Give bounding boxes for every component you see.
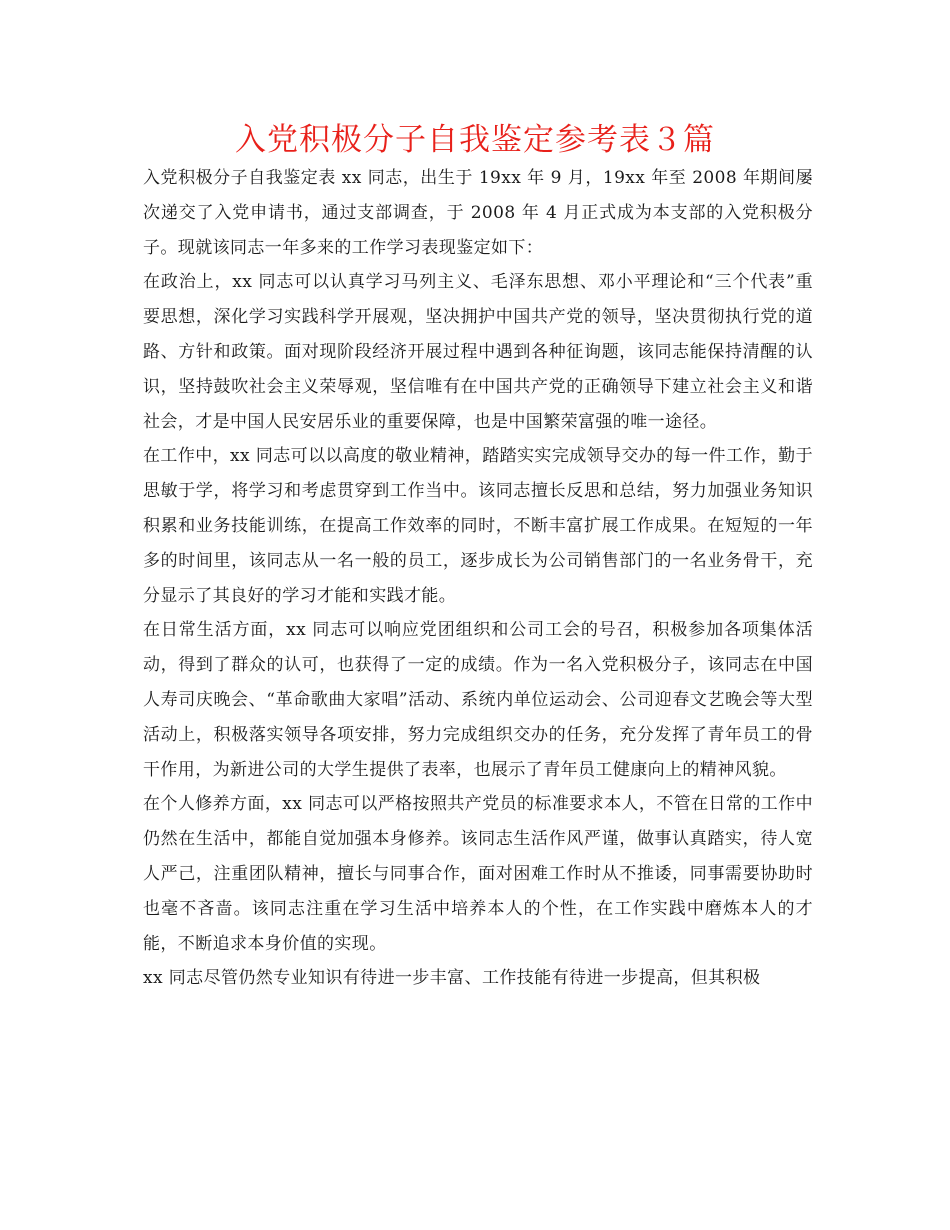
paragraph-conclusion: xx 同志尽管仍然专业知识有待进一步丰富、工作技能有待进一步提高，但其积极 xyxy=(143,968,761,989)
paragraph-work: 在工作中，xx 同志可以以高度的敬业精神，踏踏实实完成领导交办的每一件工作，勤于思敏于学，将学习和考虑贯穿到工作当中。该同志擅长反思和总结，努力加强业务知识积累和业务技能训练，在提高工作效率的同时，不断丰富扩展工作成果。在短短的一年多的时间里，该同志从一名一般的员工，逐步成长为公司销售部门的一名业务骨干，充分显示了其良好的学习才能和实践才能。 xyxy=(143,446,813,606)
document-body xyxy=(143,161,813,996)
paragraph-intro: 入党积极分子自我鉴定表 xx 同志，出生于 19xx 年 9 月，19xx 年至 2008 年期间屡次递交了入党申请书，通过支部调查，于 2008 年 4 月正式成为本支部的入党积极分子。现就该同志一年多来的工作学习表现鉴定如下： xyxy=(143,168,813,258)
paragraph-daily-life: 在日常生活方面，xx 同志可以响应党团组织和公司工会的号召，积极参加各项集体活动，得到了群众的认可，也获得了一定的成绩。作为一名入党积极分子，该同志在中国人寿司庆晚会、“革命歌曲大家唱”活动、系统内单位运动会、公司迎春文艺晚会等大型活动上，积极落实领导各项安排，努力完成组织交办的任务，充分发挥了青年员工的骨干作用，为新进公司的大学生提供了表率，也展示了青年员工健康向上的精神风貌。 xyxy=(143,620,813,780)
document-title: 入党积极分子自我鉴定参考表３篇 xyxy=(235,122,715,158)
paragraph-politics: 在政治上，xx 同志可以认真学习马列主义、毛泽东思想、邓小平理论和“三个代表”重要思想，深化学习实践科学开展观，坚决拥护中国共产党的领导，坚决贯彻执行党的道路、方针和政策。面对现阶段经济开展过程中遇到各种征询题，该同志能保持清醒的认识，坚持鼓吹社会主义荣辱观，坚信唯有在中国共产党的正确领导下建立社会主义和谐社会，才是中国人民安居乐业的重要保障，也是中国繁荣富强的唯一途径。 xyxy=(143,272,813,432)
paragraph-personal-cultivation: 在个人修养方面，xx 同志可以严格按照共产党员的标准要求本人，不管在日常的工作中仍然在生活中，都能自觉加强本身修养。该同志生活作风严谨，做事认真踏实，待人宽人严己，注重团队精神，擅长与同事合作，面对困难工作时从不推诿，同事需要协助时也毫不吝啬。该同志注重在学习生活中培养本人的个性，在工作实践中磨炼本人的才能，不断追求本身价值的实现。 xyxy=(143,794,813,954)
